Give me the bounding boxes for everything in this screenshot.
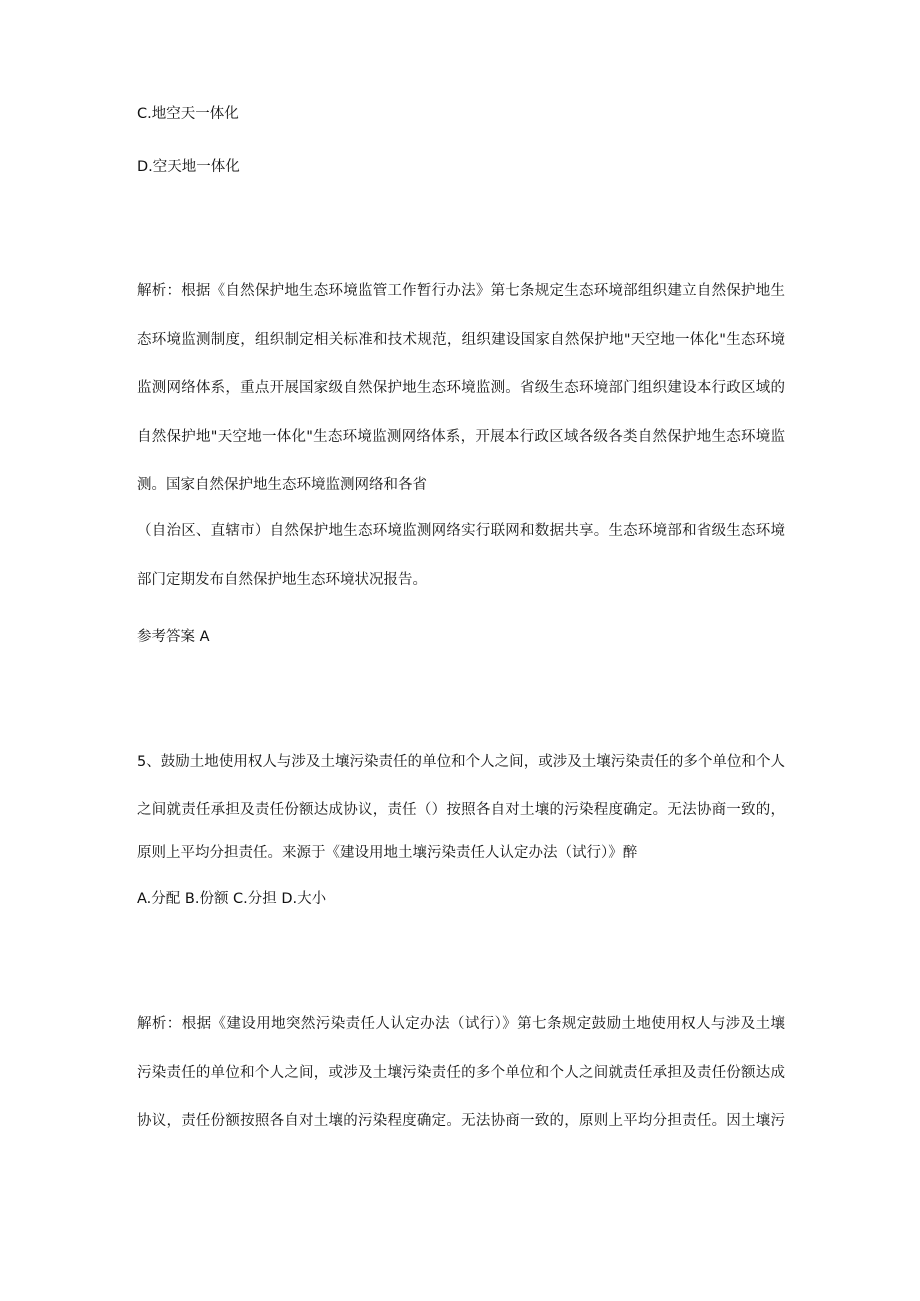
question-5-line-3: 原则上平均分担责任。来源于《建设用地土壤污染责任人认定办法（试行）》醉 bbox=[137, 845, 638, 861]
option-d: D.空天地一体化 bbox=[137, 159, 240, 175]
analysis-4-line-3: 监测网络体系，重点开展国家级自然保护地生态环境监测。省级生态环境部门组织建设本行政区域的 bbox=[137, 380, 785, 396]
option-c: C.地空天一体化 bbox=[137, 106, 239, 122]
analysis-5-line-2: 污染责任的单位和个人之间，或涉及土壤污染责任的多个单位和个人之间就责任承担及责任份额达成 bbox=[137, 1065, 785, 1081]
question-5-line-1: 5、鼓励土地使用权人与涉及土壤污染责任的单位和个人之间，或涉及土壤污染责任的多个单位和个人 bbox=[137, 754, 785, 770]
analysis-5-line-1: 解析：根据《建设用地突然污染责任人认定办法（试行）》第七条规定鼓励土地使用权人与涉及土壤 bbox=[137, 1016, 785, 1032]
analysis-4-line-5: 测。国家自然保护地生态环境监测网络和各省 bbox=[137, 477, 427, 493]
analysis-5-line-3: 协议，责任份额按照各自对土壤的污染程度确定。无法协商一致的，原则上平均分担责任。因土壤污 bbox=[137, 1113, 785, 1129]
analysis-4-line-1: 解析：根据《自然保护地生态环境监管工作暂行办法》第七条规定生态环境部组织建立自然保护地生 bbox=[137, 283, 785, 299]
analysis-4-line-4: 自然保护地"天空地一体化"生态环境监测网络体系，开展本行政区域各级各类自然保护地生态环境监 bbox=[137, 429, 785, 445]
question-5-options: A.分配 B.份额 C.分担 D.大小 bbox=[137, 891, 327, 907]
answer-4: 参考答案 A bbox=[137, 629, 210, 645]
analysis-4-line-6: （自治区、直辖市）自然保护地生态环境监测网络实行联网和数据共享。生态环境部和省级生态环境 bbox=[137, 523, 785, 539]
question-5-line-2: 之间就责任承担及责任份额达成协议，责任（）按照各自对土壤的污染程度确定。无法协商一致的， bbox=[137, 802, 785, 818]
analysis-4-line-7: 部门定期发布自然保护地生态环境状况报告。 bbox=[137, 572, 427, 588]
analysis-4-line-2: 态环境监测制度，组织制定相关标准和技术规范，组织建设国家自然保护地"天空地一体化"生态环境 bbox=[137, 332, 785, 348]
